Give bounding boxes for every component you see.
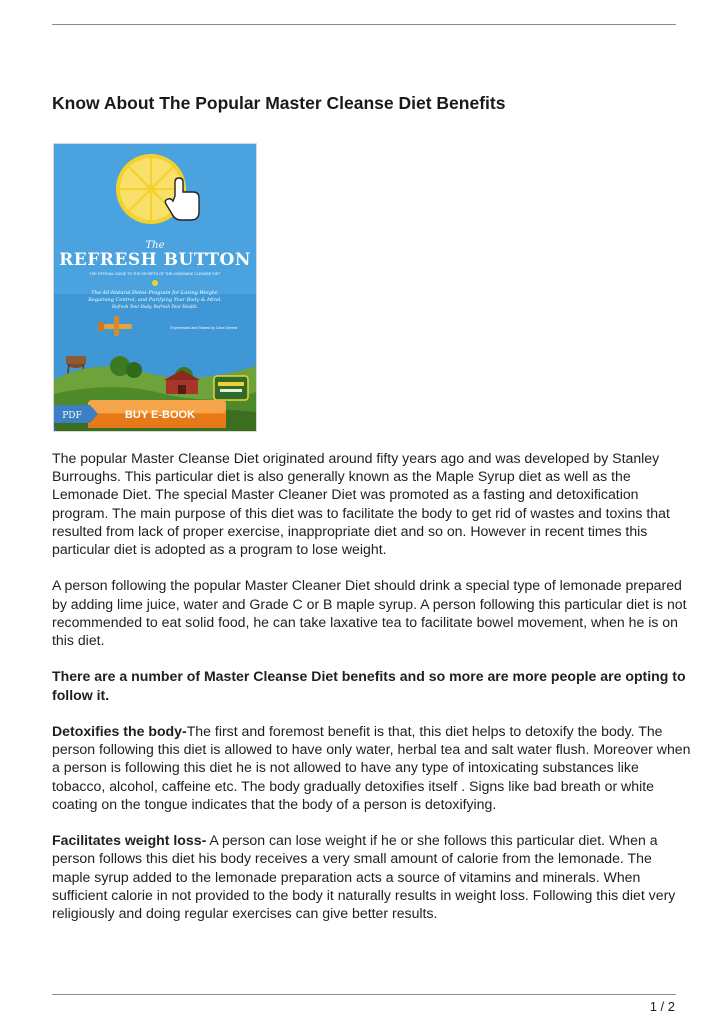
- paragraph-benefits-intro: [52, 667, 692, 703]
- paragraph-detoxifies: [52, 722, 692, 813]
- cover-author: Experienced and Shared by Carol Greene: [170, 326, 238, 330]
- detoxifies-text: The first and foremost benefit is that, this diet helps to detoxify the body. The person following this diet is allowed to have only water, herbal tea and salt water flush. Moreover when a person is following this diet he is not allowed to have any type of intoxicating substances like tobacco, alcohol, caffeine etc. The body gradually detoxifies itself . Signs like bad breath or white coating on the tongue indicates that the body of a person is detoxifying.: [52, 723, 691, 812]
- footer-rule: [52, 994, 676, 995]
- page-title: Know About The Popular Master Cleanse Diet Benefits: [52, 93, 506, 113]
- cover-subtitle-3: Refresh Your Body. Refresh Your Health.: [111, 304, 199, 309]
- buy-ebook-label: BUY E-BOOK: [124, 409, 196, 421]
- pdf-badge-label: PDF: [62, 411, 82, 421]
- page-number: 1 / 2: [649, 999, 675, 1014]
- paragraph-weight-loss: [52, 831, 692, 922]
- cover-subtitle-2: Regaining Control, and Purifying Your Body & Mind.: [88, 297, 222, 303]
- weight-loss-text: A person can lose weight if he or she follows this particular diet. When a person follows this diet his body receives a very small amount of calorie from the lemonade. The maple syrup added to the lemonade preparation acts a source of vitamins and minerals. When sufficient calorie in not provided to the body it naturally results in weight loss. Following this diet very religiously and doing regular exercises can give better results.: [52, 832, 676, 922]
- farm-sign-badge: [214, 376, 248, 400]
- header-rule: [52, 24, 676, 25]
- cover-tagline: THE OFFICIAL GUIDE TO THE SECRETS OF THE LEMONADE CLEANSE DIET: [89, 272, 221, 276]
- cover-book-title: REFRESH BUTTON: [59, 250, 251, 270]
- detoxifies-heading: Detoxifies the body-: [52, 723, 187, 739]
- benefits-intro-bold: There are a number of Master Cleanse Diet benefits and so more are more people are opting to follow it.: [52, 668, 686, 703]
- paragraph-origin: The popular Master Cleanse Diet originated around fifty years ago and was developed by Stanley Burroughs. This particular diet is also generally known as the Maple Syrup diet as well as the Lemonade Diet. The special Master Cleaner Diet was promoted as a fasting and detoxification program. The main purpose of this diet was to facilitate the body to get rid of wastes and toxins that resulted from lack of proper exercise, inappropriate diet and so on. However in recent times this particular diet is adopted as a program to lose weight.: [52, 450, 670, 558]
- cover-the: The: [145, 240, 165, 251]
- paragraph-lemonade: A person following the popular Master Cleaner Diet should drink a special type of lemonade prepared by adding lime juice, water and Grade C or B maple syrup. A person following this particular diet is not recommended to eat solid food, he can take laxative tea to facilitate bowel movement, when he is on this diet.: [52, 577, 687, 649]
- article-body: [52, 449, 692, 940]
- weight-loss-heading: Facilitates weight loss-: [52, 832, 207, 849]
- ebook-cover-image[interactable]: [53, 143, 257, 432]
- cover-subtitle-1: The All-Natural Detox Program for Losing Weight,: [91, 290, 219, 296]
